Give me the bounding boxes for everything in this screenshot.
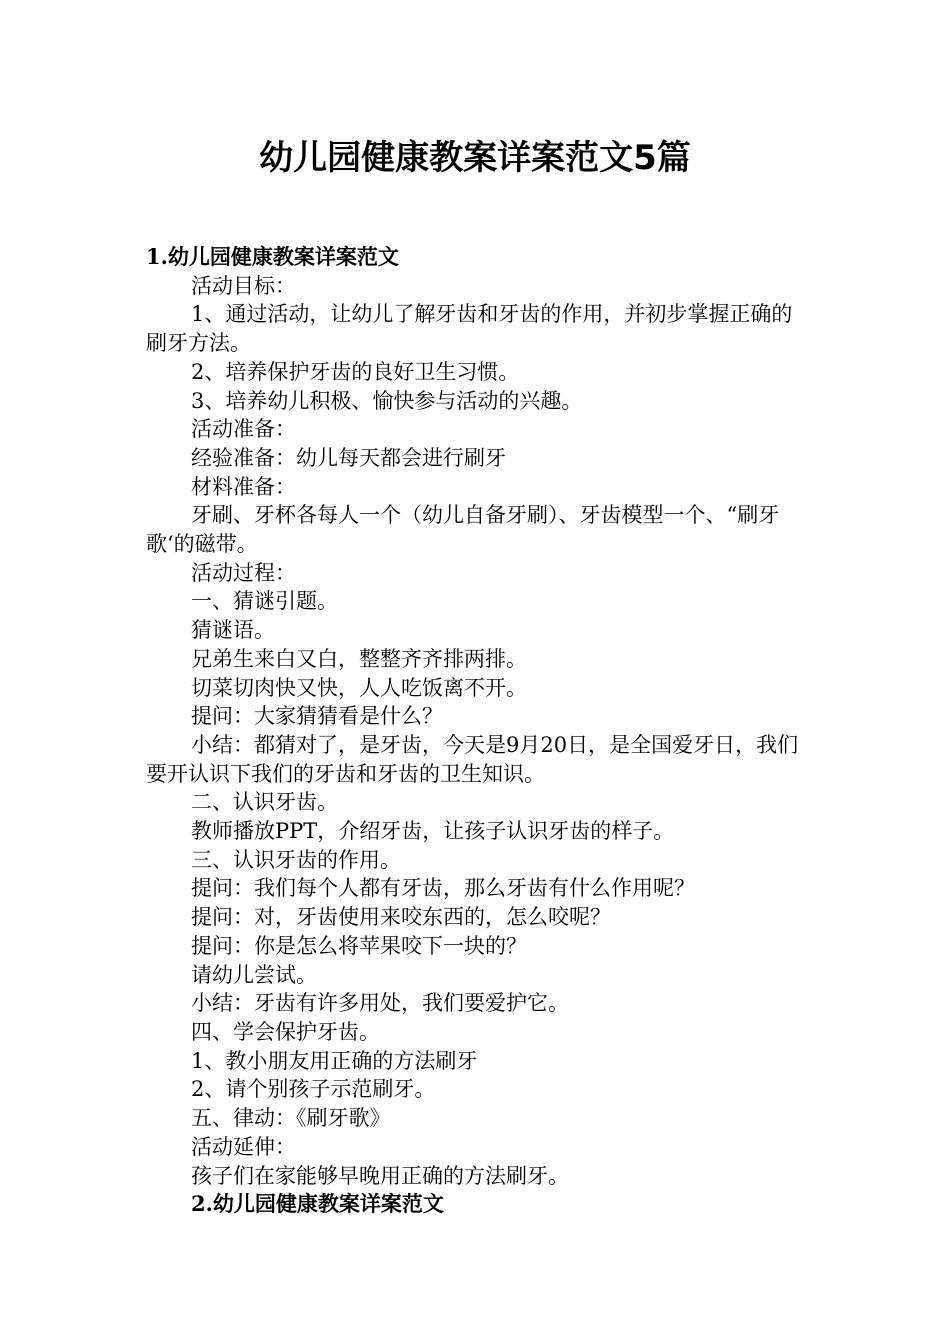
body-paragraph: 牙刷、牙杯各每人一个（幼儿自备牙刷）、牙齿模型一个、“刷牙歌‘的磁带。 bbox=[146, 503, 780, 557]
body-paragraph: 提问：大家猜猜看是什么？ bbox=[191, 704, 443, 729]
body-paragraph: 2、培养保护牙齿的良好卫生习惯。 bbox=[191, 359, 520, 384]
body-paragraph: 孩子们在家能够早晚用正确的方法刷牙。 bbox=[191, 1163, 569, 1188]
body-paragraph: 一、猜谜引题。 bbox=[191, 589, 338, 614]
body-paragraph: 切菜切肉快又快，人人吃饭离不开。 bbox=[191, 675, 527, 700]
body-paragraph: 三、认识牙齿的作用。 bbox=[191, 847, 401, 872]
body-paragraph: 提问：我们每个人都有牙齿，那么牙齿有什么作用呢？ bbox=[191, 876, 695, 901]
body-paragraph: 经验准备：幼儿每天都会进行刷牙 bbox=[191, 445, 506, 470]
body-paragraph: 提问：你是怎么将苹果咬下一块的？ bbox=[191, 933, 527, 958]
body-paragraph: 猜谜语。 bbox=[191, 618, 275, 643]
body-paragraph: 活动过程： bbox=[191, 560, 296, 585]
section-heading: 1.幼儿园健康教案详案范文 bbox=[146, 244, 399, 269]
body-paragraph: 活动延伸： bbox=[191, 1134, 296, 1159]
body-paragraph: 小结：牙齿有许多用处，我们要爱护它。 bbox=[191, 991, 569, 1016]
body-paragraph: 请幼儿尝试。 bbox=[191, 962, 317, 987]
body-paragraph: 1、教小朋友用正确的方法刷牙 bbox=[191, 1048, 478, 1073]
body-paragraph: 1、通过活动，让幼儿了解牙齿和牙齿的作用，并初步掌握正确的刷牙方法。 bbox=[146, 302, 793, 356]
body-paragraph: 二、认识牙齿。 bbox=[191, 790, 338, 815]
section-heading: 2.幼儿园健康教案详案范文 bbox=[191, 1191, 444, 1217]
body-paragraph: 材料准备： bbox=[191, 474, 296, 499]
body-paragraph: 3、培养幼儿积极、愉快参与活动的兴趣。 bbox=[191, 388, 583, 413]
body-paragraph: 提问：对，牙齿使用来咬东西的，怎么咬呢？ bbox=[191, 905, 611, 930]
body-paragraph: 小结：都猜对了，是牙齿，今天是9月20日，是全国爱牙日，我们要开认识下我们的牙齿和牙齿的卫生知识。 bbox=[146, 732, 799, 786]
document-body bbox=[146, 243, 806, 1219]
body-paragraph: 2、请个别孩子示范刷牙。 bbox=[191, 1077, 436, 1102]
body-paragraph: 活动目标： bbox=[191, 273, 296, 298]
body-paragraph: 五、律动：《刷牙歌》 bbox=[191, 1106, 391, 1131]
document-title: 幼儿园健康教案详案范文5篇 bbox=[259, 138, 691, 178]
body-paragraph: 教师播放PPT，介绍牙齿，让孩子认识牙齿的样子。 bbox=[191, 819, 675, 844]
body-paragraph: 四、学会保护牙齿。 bbox=[191, 1019, 380, 1044]
body-paragraph: 兄弟生来白又白，整整齐齐排两排。 bbox=[191, 646, 527, 671]
body-paragraph: 活动准备： bbox=[191, 417, 296, 442]
